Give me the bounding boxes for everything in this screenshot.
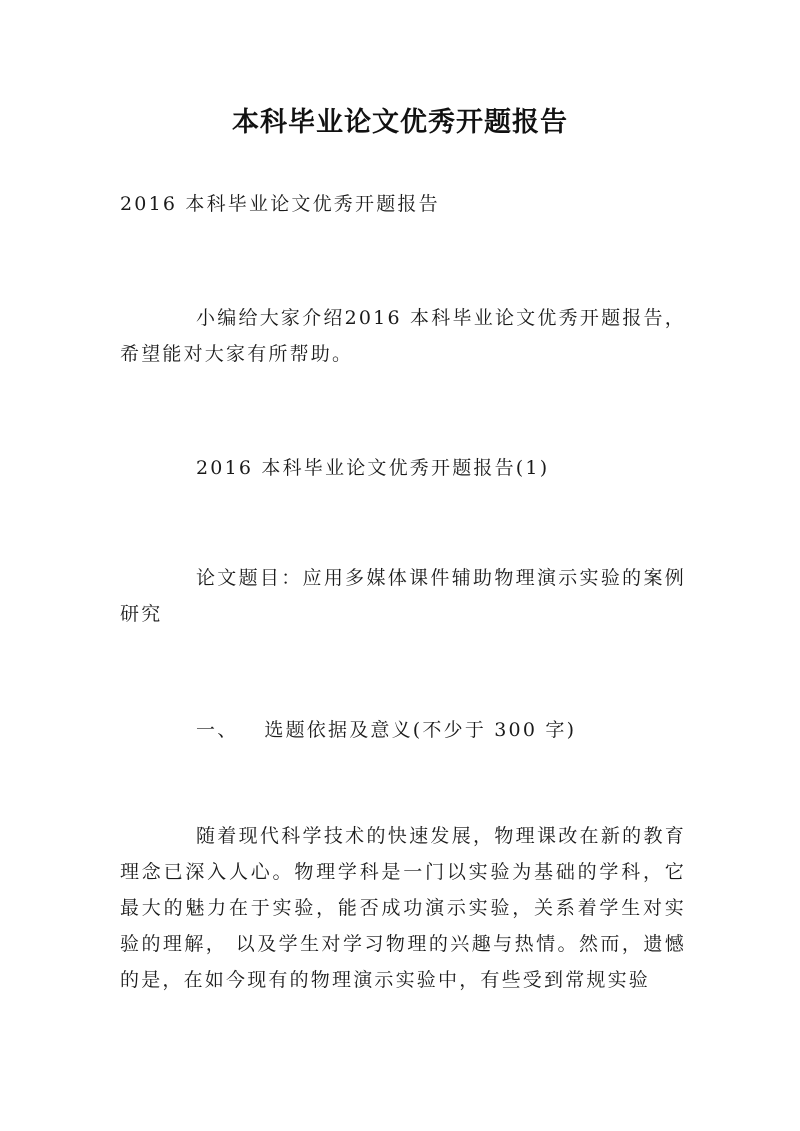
section-title: 选题依据及意义(不少于 300 字) <box>264 719 577 741</box>
document-title: 本科毕业论文优秀开题报告 <box>232 107 568 138</box>
report-heading: 2016 本科毕业论文优秀开题报告(1) <box>196 457 550 479</box>
thesis-topic: 论文题目：应用多媒体课件辅助物理演示实验的案例研究 <box>120 567 686 625</box>
intro-paragraph: 小编给大家介绍2016 本科毕业论文优秀开题报告，希望能对大家有所帮助。 <box>120 307 686 365</box>
body-paragraph: 随着现代科学技术的快速发展，物理课改在新的教育理念已深入人心。物理学科是一门以实验为基础的学科，它最大的魅力在于实验，能否成功演示实验，关系着学生对实验的理解， 以及学生对学习物理的兴趣与热情。然而，遗憾的是，在如今现有的物理演示实验中，有些受到常规实验 <box>120 825 686 991</box>
section-number: 一、 <box>196 719 239 741</box>
document-subtitle: 2016 本科毕业论文优秀开题报告 <box>120 193 440 215</box>
section-heading <box>120 712 686 748</box>
